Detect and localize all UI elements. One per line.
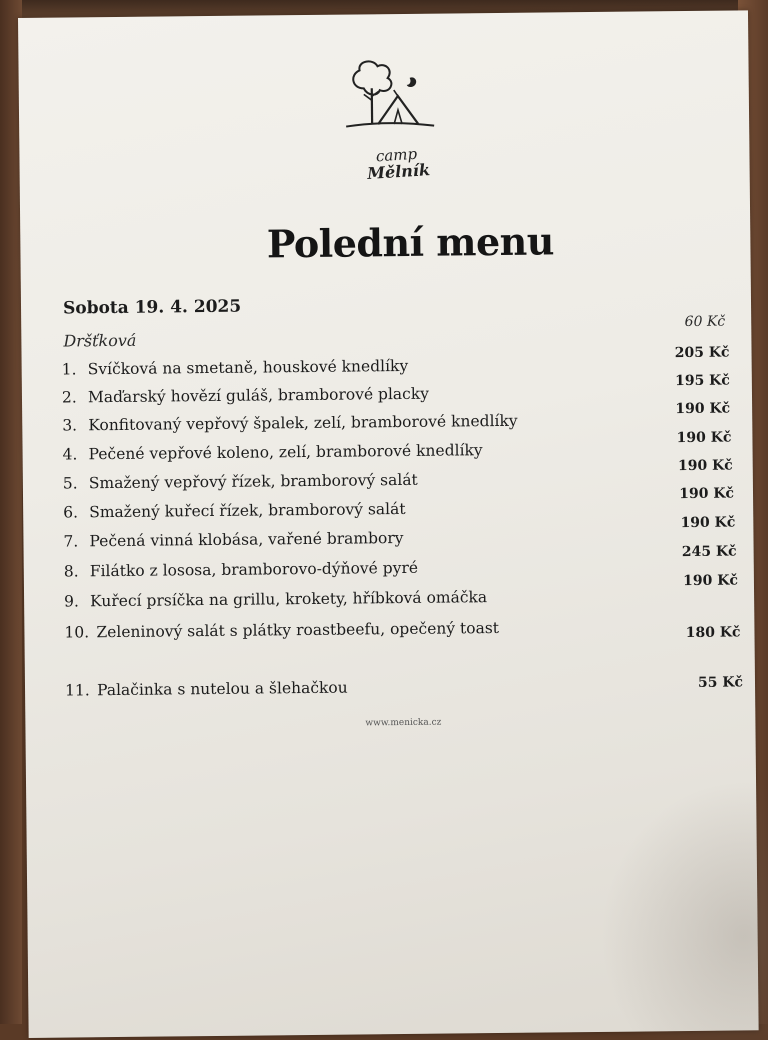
page-title: Polední menu [266,218,555,267]
item-name: Filátko z lososa, bramborovo-dýňové pyré [89,558,419,581]
item-name: Pečené vepřové koleno, zelí, bramborové knedlíky [88,441,483,464]
menu-item [62,357,409,379]
menu-item [65,679,348,700]
item-name: Zeleninový salát s plátky roastbeefu, opečený toast [96,618,500,642]
item-number: 7. [63,532,79,551]
footer-url: www.menicka.cz [365,717,442,729]
item-number: 2. [61,388,77,407]
item-price: 190 Kč [676,429,732,447]
menu-item [63,471,418,493]
item-name: Konfitovaný vepřový špalek, zelí, bramborové knedlíky [88,411,518,435]
soup-name: Dršťková [63,330,137,351]
item-number: 4. [62,445,78,464]
item-number: 3. [62,416,78,435]
item-number: 9. [64,592,80,611]
menu-item [64,619,499,642]
camp-logo [343,58,439,189]
menu-item [63,529,403,551]
item-number: 6. [63,503,79,522]
item-price: 190 Kč [680,514,736,532]
menu-date: Sobota 19. 4. 2025 [62,296,242,319]
tree-tent-moon-icon [343,58,439,149]
menu-item [64,588,487,610]
item-price: 190 Kč [683,572,739,590]
item-number: 5. [62,474,78,493]
logo-word-melnik: Mělník [366,160,431,183]
menu-item [62,441,482,463]
item-name: Pečená vinná klobása, vařené brambory [89,528,404,551]
item-price: 190 Kč [675,400,731,418]
item-number: 11. [64,681,90,700]
item-price: 205 Kč [674,344,730,362]
item-number: 1. [61,360,77,379]
item-name: Palačinka s nutelou a šlehačkou [96,678,348,700]
menu-sheet [18,10,759,1038]
logo-word-camp: camp [375,144,418,166]
menu-item [62,412,518,435]
item-name: Kuřecí prsíčka na grillu, krokety, hříbková omáčka [90,588,488,611]
item-price: 195 Kč [674,372,730,390]
item-name: Svíčková na smetaně, houskové knedlíky [87,356,409,379]
item-name: Smažený kuřecí řízek, bramborový salát [89,499,406,522]
menu-item [63,500,406,522]
menu-item [64,559,418,581]
item-price: 190 Kč [677,457,733,475]
item-name: Maďarský hovězí guláš, bramborové placky [87,384,430,407]
item-price: 190 Kč [679,485,735,503]
menu-item [62,385,429,407]
item-price: 55 Kč [697,674,744,691]
soup-price: 60 Kč [684,313,726,331]
item-number: 8. [63,562,79,581]
item-price: 180 Kč [685,624,741,642]
item-name: Smažený vepřový řízek, bramborový salát [88,470,418,493]
item-price: 245 Kč [681,543,737,561]
item-number: 10. [64,623,90,642]
